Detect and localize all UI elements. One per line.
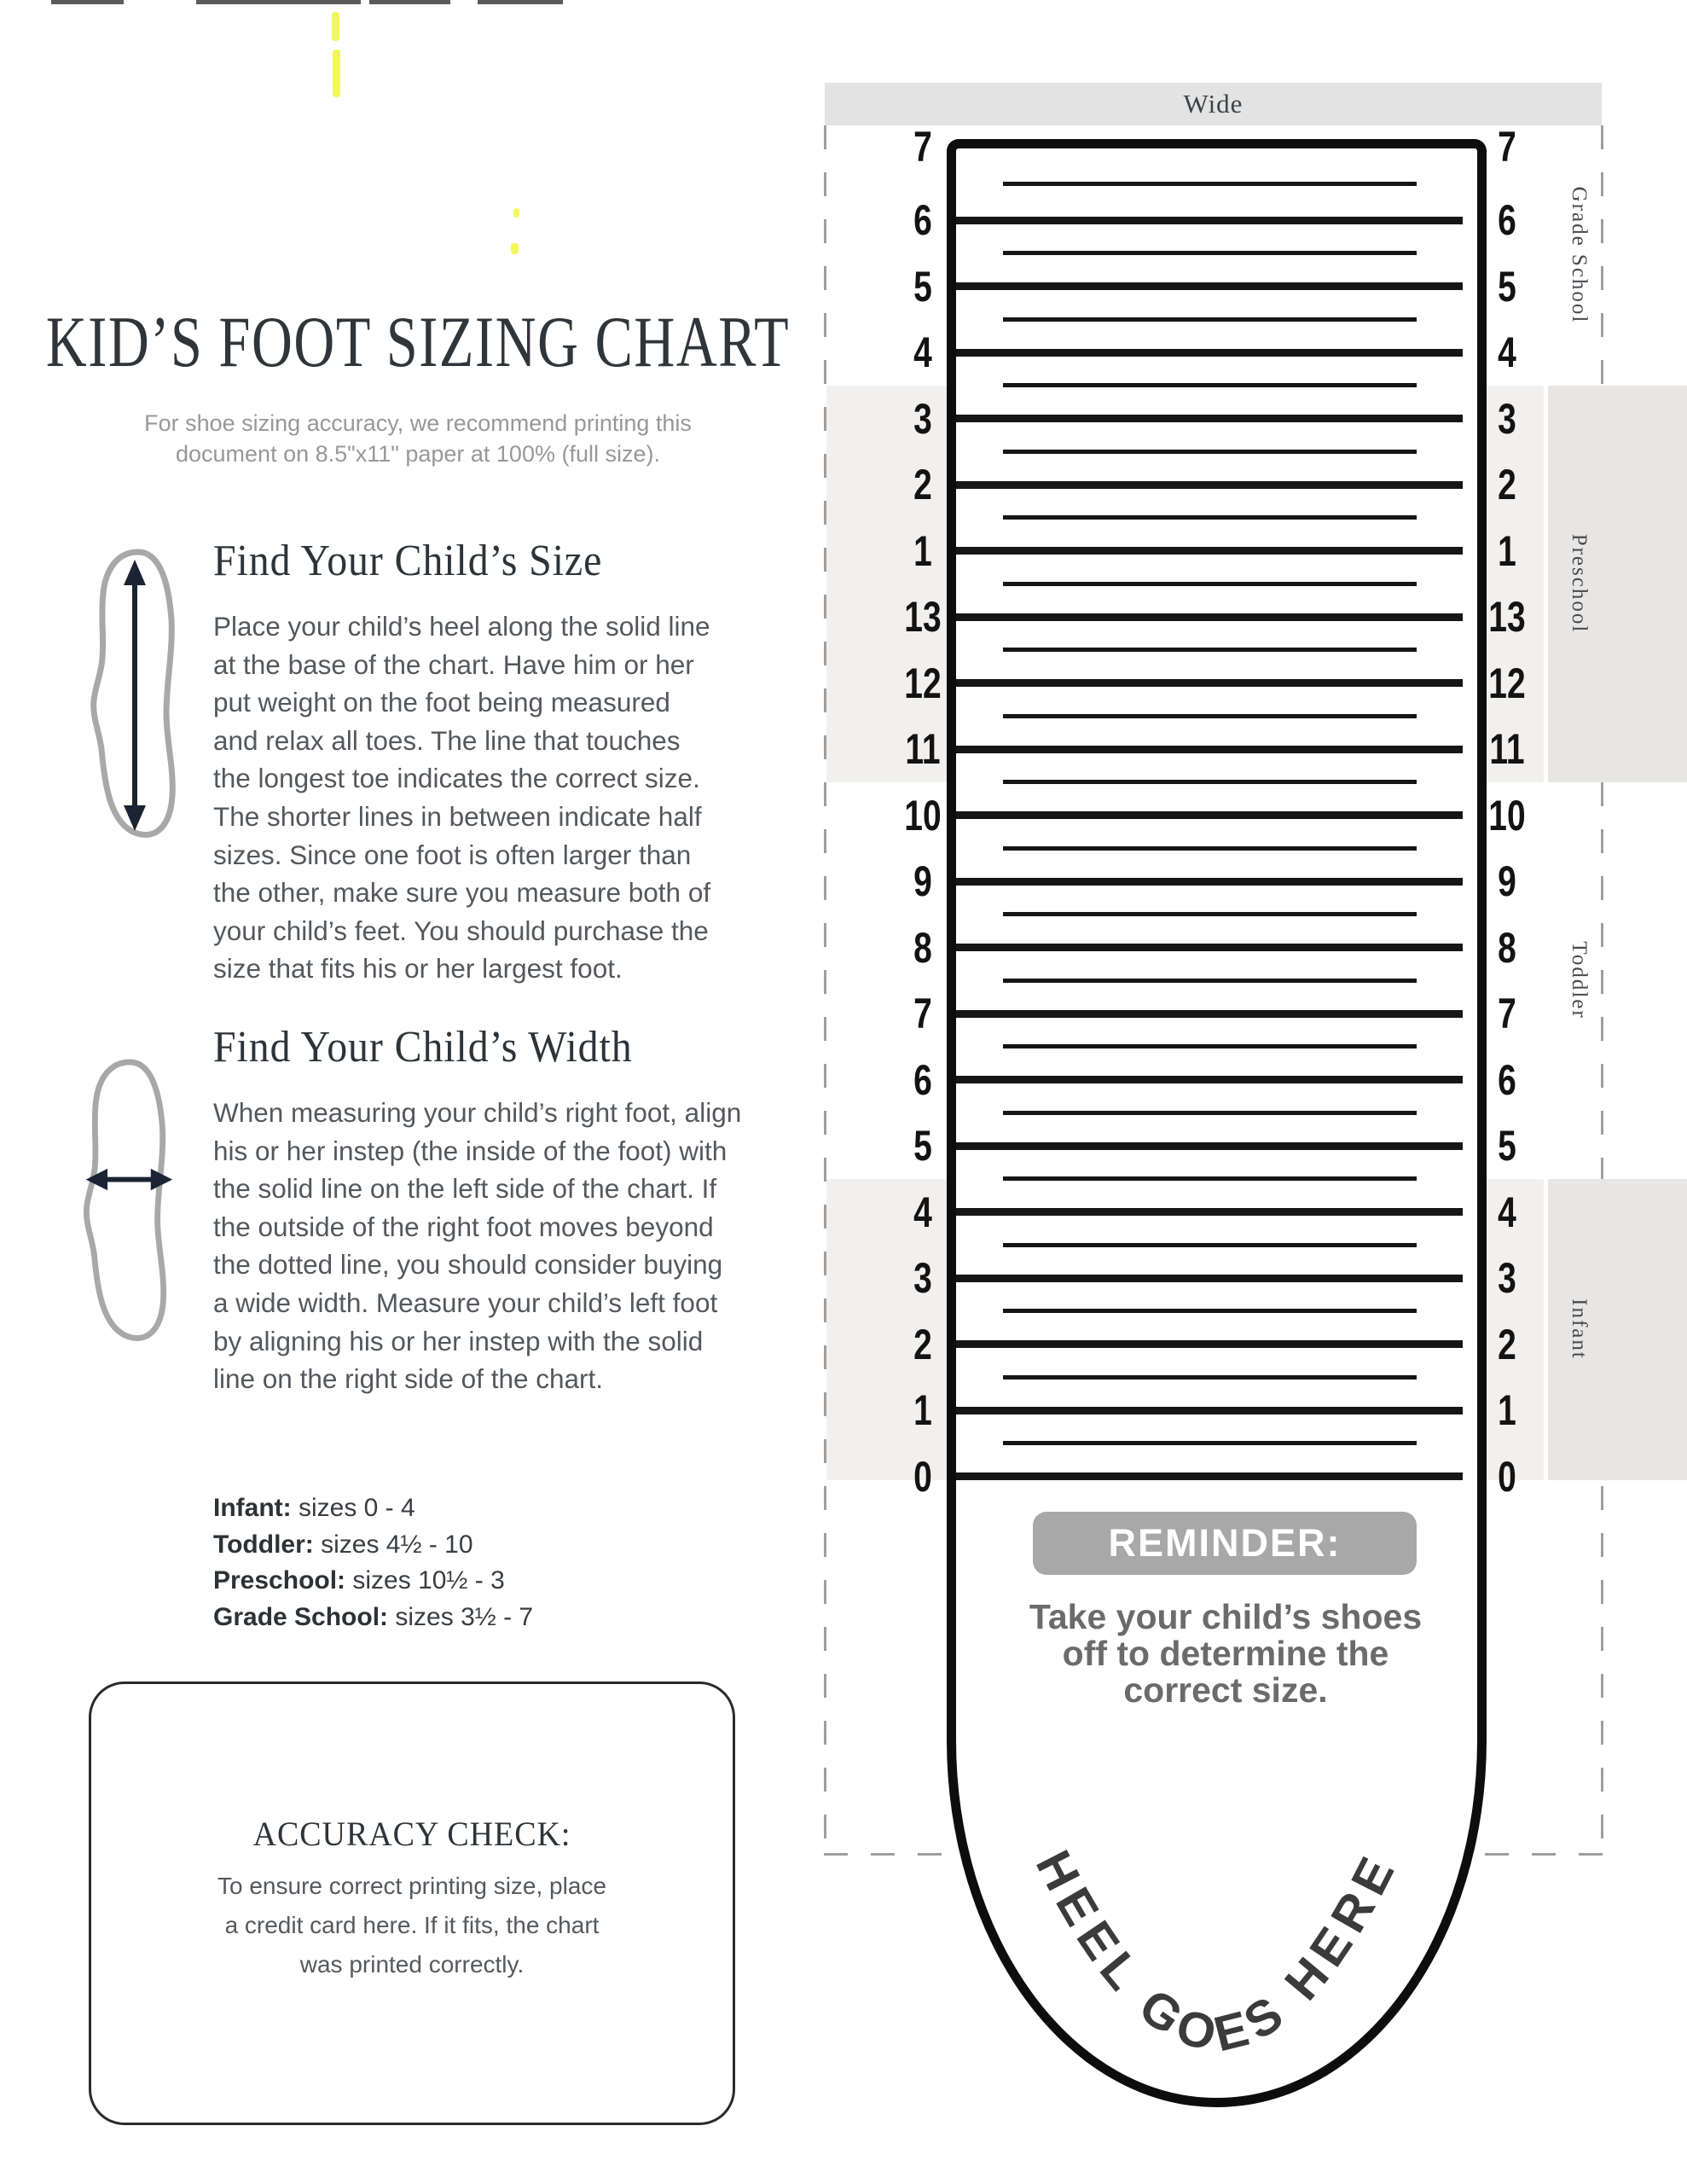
highlight-mark	[333, 49, 340, 97]
half-size-line	[1003, 1309, 1417, 1313]
half-size-line	[1003, 714, 1417, 718]
half-size-line	[1003, 1044, 1417, 1048]
whole-size-line	[956, 878, 1463, 886]
whole-size-line	[956, 481, 1463, 489]
category-label-preschool: Preschool	[1568, 533, 1591, 634]
category-label-toddler: Toddler	[1568, 941, 1591, 1019]
print-instructions-line: For shoe sizing accuracy, we recommend printing this	[144, 410, 692, 436]
half-size-line	[1003, 582, 1417, 586]
size-label-right: 0	[1498, 1452, 1516, 1501]
size-label-left: 4	[913, 328, 932, 376]
half-size-line	[1003, 780, 1417, 784]
reminder-line: off to determine the	[1062, 1634, 1389, 1673]
highlight-mark	[511, 243, 519, 254]
scan-artifact-strip	[196, 0, 361, 4]
heel-goes-here-text: HEEL GOES HERE	[1024, 1842, 1409, 2064]
reminder-line: Take your child’s shoes	[1029, 1597, 1423, 1636]
size-label-right: 2	[1498, 461, 1516, 508]
size-label-left: 7	[913, 123, 932, 171]
print-instructions-line: document on 8.5"x11" paper at 100% (full size).	[175, 441, 660, 467]
dashed-border-bottom-right	[1485, 1853, 1603, 1856]
reminder-line: correct size.	[1123, 1670, 1328, 1710]
body-text-line: the longest toe indicates the correct size.	[213, 763, 700, 794]
section-body-width	[213, 1094, 741, 1398]
size-label-right: 7	[1498, 990, 1516, 1037]
size-label-right: 11	[1489, 725, 1525, 773]
size-label-right: 4	[1498, 328, 1516, 376]
size-label-right: 6	[1498, 1055, 1516, 1104]
whole-size-line	[956, 1076, 1463, 1083]
category-band-preschool	[826, 386, 947, 782]
body-text-line: line on the right side of the chart.	[213, 1363, 604, 1395]
size-range-item: Preschool: sizes 10½ - 3	[213, 1566, 505, 1594]
svg-text:HEEL GOES HERE	[1025, 1842, 1409, 2063]
reminder-badge	[1033, 1512, 1417, 1575]
size-label-right: 10	[1488, 791, 1526, 839]
size-label-left: 5	[913, 1122, 932, 1170]
heel-goes-here-arc	[947, 1664, 1487, 2175]
accuracy-check-title: ACCURACY CHECK:	[252, 1815, 571, 1853]
whole-size-line	[956, 811, 1463, 819]
body-text-line: a wide width. Measure your child’s left foot	[213, 1287, 718, 1318]
print-instructions	[144, 408, 692, 469]
whole-size-line	[956, 547, 1463, 555]
body-text-line: his or her instep (the inside of the foot) with	[213, 1135, 728, 1166]
body-text-line: the other, make sure you measure both of	[213, 877, 711, 909]
accuracy-check-line: was printed correctly.	[299, 1951, 525, 1978]
highlight-mark	[332, 12, 339, 41]
size-label-left: 10	[904, 791, 942, 839]
half-size-line	[1003, 1441, 1417, 1445]
size-label-left: 1	[913, 1386, 932, 1434]
whole-size-line	[956, 1142, 1463, 1150]
section-heading-size: Find Your Child’s Size	[213, 537, 603, 585]
size-label-right: 5	[1498, 262, 1516, 311]
whole-size-line	[956, 1340, 1463, 1348]
size-label-left: 3	[913, 1254, 932, 1302]
foot-length-icon	[81, 546, 188, 840]
scan-artifact-strip	[478, 0, 563, 4]
body-text-line: and relax all toes. The line that touches	[213, 724, 681, 756]
whole-size-line	[956, 282, 1463, 290]
size-label-right: 1	[1498, 526, 1516, 575]
size-label-left: 4	[913, 1188, 932, 1236]
size-label-left: 5	[913, 262, 932, 311]
half-size-line	[1003, 846, 1417, 851]
size-range-item: Toddler: sizes 4½ - 10	[213, 1530, 473, 1559]
dashed-border-right	[1601, 125, 1603, 1853]
body-text-line: your child’s feet. You should purchase the	[213, 915, 709, 946]
half-size-line	[1003, 317, 1417, 322]
whole-size-line	[956, 679, 1463, 687]
half-size-line	[1003, 979, 1417, 983]
size-range-label: Grade School:	[213, 1602, 389, 1631]
size-label-left: 3	[913, 394, 932, 443]
dashed-border-bottom-left	[824, 1853, 948, 1856]
size-label-left: 7	[913, 990, 932, 1037]
body-text-line: put weight on the foot being measured	[213, 687, 670, 718]
size-range-label: Preschool:	[213, 1566, 346, 1594]
accuracy-check-line: a credit card here. If it fits, the chart	[224, 1912, 600, 1938]
half-size-line	[1003, 182, 1417, 186]
size-label-left: 13	[904, 593, 942, 641]
size-label-right: 7	[1498, 123, 1516, 171]
body-text-line: sizes. Since one foot is often larger than	[213, 839, 692, 870]
size-label-right: 6	[1498, 196, 1516, 244]
size-label-right: 13	[1488, 593, 1526, 641]
whole-size-line	[956, 1472, 1463, 1480]
category-label-grade-school: Grade School	[1568, 186, 1591, 324]
half-size-line	[1003, 1243, 1417, 1247]
whole-size-line	[956, 217, 1463, 224]
half-size-line	[1003, 515, 1417, 520]
body-text-line: the dotted line, you should consider buying	[213, 1249, 723, 1281]
category-label-infant: Infant	[1568, 1298, 1591, 1360]
highlight-mark	[513, 208, 519, 218]
size-label-left: 0	[913, 1452, 932, 1501]
half-size-line	[1003, 648, 1417, 652]
size-label-right: 2	[1498, 1320, 1516, 1368]
section-body-size	[213, 607, 710, 988]
half-size-line	[1003, 1176, 1417, 1181]
size-label-left: 6	[913, 1055, 932, 1104]
body-text-line: the outside of the right foot moves beyond	[213, 1211, 714, 1242]
size-label-right: 8	[1498, 923, 1516, 972]
scan-artifact-strip	[51, 0, 124, 4]
half-size-line	[1003, 1111, 1417, 1115]
size-label-left: 2	[913, 461, 932, 508]
half-size-line	[1003, 912, 1417, 916]
size-label-right: 4	[1498, 1188, 1516, 1236]
half-size-line	[1003, 1375, 1417, 1380]
foot-outline	[86, 1062, 163, 1339]
whole-size-line	[956, 944, 1463, 951]
accuracy-check-line: To ensure correct printing size, place	[217, 1873, 606, 1899]
category-band-preschool	[1487, 386, 1544, 782]
body-text-line: Place your child’s heel along the solid line	[213, 611, 710, 642]
size-range-list	[213, 1490, 533, 1635]
whole-size-line	[956, 1010, 1463, 1018]
size-label-right: 3	[1498, 394, 1516, 443]
size-label-right: 5	[1498, 1122, 1516, 1170]
body-text-line: size that fits his or her largest foot.	[213, 953, 623, 985]
section-heading-width: Find Your Child’s Width	[213, 1023, 633, 1072]
half-size-line	[1003, 450, 1417, 454]
size-label-right: 1	[1498, 1386, 1516, 1434]
size-range-label: Toddler:	[213, 1530, 314, 1559]
size-label-left: 9	[913, 857, 932, 905]
size-label-left: 8	[913, 923, 932, 972]
whole-size-line	[956, 349, 1463, 357]
body-text-line: When measuring your child’s right foot, align	[213, 1097, 742, 1128]
body-text-line: by aligning his or her instep with the solid	[213, 1325, 704, 1356]
wide-label: Wide	[1183, 89, 1244, 119]
size-range-item: Infant: sizes 0 - 4	[213, 1494, 415, 1522]
body-text-line: The shorter lines in between indicate half	[213, 800, 702, 832]
scan-artifact-strip	[369, 0, 450, 4]
body-text-line: at the base of the chart. Have him or her	[213, 648, 694, 680]
whole-size-line	[956, 1275, 1463, 1282]
whole-size-line	[956, 415, 1463, 422]
body-text-line: the solid line on the left side of the chart. If	[213, 1173, 717, 1205]
whole-size-line	[956, 746, 1463, 753]
size-label-right: 9	[1498, 857, 1516, 905]
size-label-left: 11	[905, 725, 941, 773]
dashed-border-left	[824, 125, 826, 1853]
wide-width-band	[825, 83, 1602, 125]
size-range-label: Infant:	[213, 1494, 292, 1522]
size-label-right: 12	[1488, 659, 1526, 707]
size-label-left: 1	[913, 526, 932, 575]
half-size-line	[1003, 383, 1417, 387]
whole-size-line	[956, 613, 1463, 621]
size-label-right: 3	[1498, 1254, 1516, 1302]
size-label-left: 2	[913, 1320, 932, 1368]
page-title: KID’S FOOT SIZING CHART	[45, 302, 791, 382]
reminder-badge-label: REMINDER:	[1108, 1521, 1342, 1565]
half-size-line	[1003, 251, 1417, 255]
accuracy-check-body	[217, 1867, 606, 1984]
whole-size-line	[956, 1407, 1463, 1414]
size-label-left: 12	[904, 659, 942, 707]
foot-width-icon	[74, 1054, 178, 1346]
size-label-left: 6	[913, 196, 932, 244]
whole-size-line	[956, 1208, 1463, 1216]
size-range-item: Grade School: sizes 3½ - 7	[213, 1602, 534, 1631]
